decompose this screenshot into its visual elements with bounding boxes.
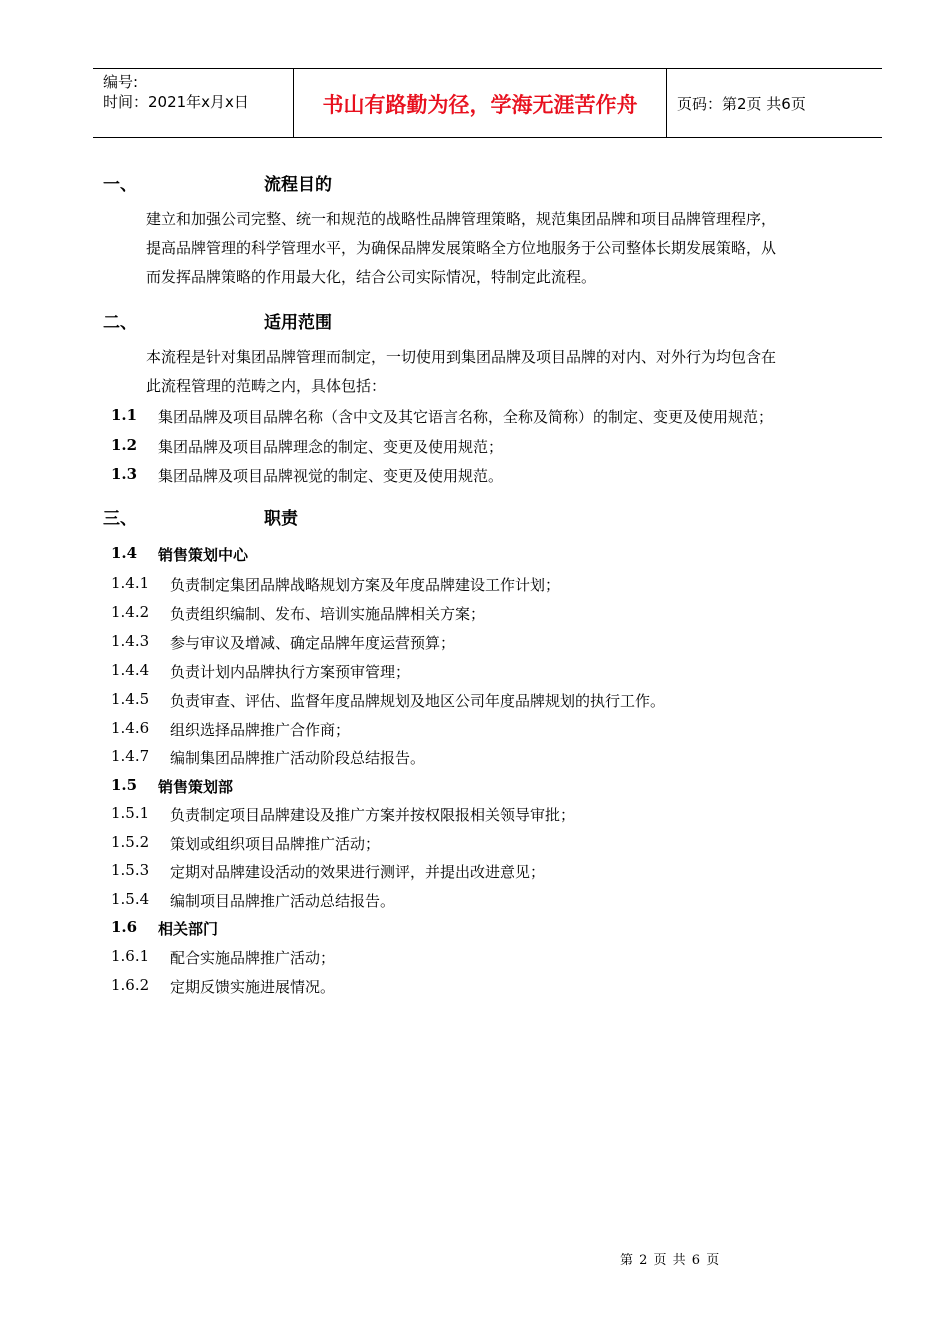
- group-title: 销售策划中心: [158, 546, 249, 564]
- list-item-text: 策划或组织项目品牌推广活动；: [170, 835, 381, 853]
- list-item-number: 1.2: [111, 436, 138, 454]
- list-item-text: 配合实施品牌推广活动；: [170, 949, 336, 967]
- header-motto-cell: [294, 69, 667, 137]
- list-item-number: 1.4.1: [111, 574, 150, 592]
- group-title: 销售策划部: [158, 778, 234, 796]
- doc-code-label: 编号:: [103, 73, 139, 91]
- list-item-number: 1.5.3: [111, 861, 150, 879]
- list-item-text: 集团品牌及项目品牌视觉的制定、变更及使用规范。: [158, 467, 504, 485]
- section-1-title: 流程目的: [264, 175, 332, 195]
- group-title: 相关部门: [158, 920, 219, 938]
- list-item-number: 1.5.1: [111, 804, 150, 822]
- list-item-text: 组织选择品牌推广合作商；: [170, 721, 351, 739]
- doc-time-label: 时间：2021年x月x日: [103, 93, 249, 111]
- list-item-number: 1.4.6: [111, 719, 150, 737]
- list-item-text: 参与审议及增减、确定品牌年度运营预算；: [170, 634, 456, 652]
- list-item-text: 负责审查、评估、监督年度品牌规划及地区公司年度品牌规划的执行工作。: [170, 692, 666, 710]
- list-item-text: 定期反馈实施进展情况。: [170, 978, 336, 996]
- list-item-text: 编制项目品牌推广活动总结报告。: [170, 892, 396, 910]
- list-item-number: 1.6.2: [111, 976, 150, 994]
- list-item-number: 1.4.4: [111, 661, 150, 679]
- list-item-number: 1.4.7: [111, 747, 150, 765]
- list-item-number: 1.4.5: [111, 690, 150, 708]
- document-header: [93, 68, 882, 138]
- list-item-number: 1.6.1: [111, 947, 150, 965]
- list-item-number: 1.5.2: [111, 833, 150, 851]
- list-item-number: 1.4.2: [111, 603, 150, 621]
- section-2-number: 二、: [103, 313, 137, 333]
- header-meta-cell: [93, 69, 294, 137]
- list-item-number: 1.4.3: [111, 632, 150, 650]
- list-item-text: 集团品牌及项目品牌理念的制定、变更及使用规范；: [158, 438, 504, 456]
- paragraph-line: 建立和加强公司完整、统一和规范的战略性品牌管理策略，规范集团品牌和项目品牌管理程序，: [146, 210, 777, 228]
- header-page-cell: [667, 69, 882, 137]
- list-item-text: 集团品牌及项目品牌名称（含中文及其它语言名称，全称及简称）的制定、变更及使用规范；: [158, 408, 774, 426]
- group-number: 1.5: [111, 776, 138, 794]
- list-item-number: 1.5.4: [111, 890, 150, 908]
- section-3-title: 职责: [264, 509, 298, 529]
- group-number: 1.6: [111, 918, 138, 936]
- list-item-text: 负责组织编制、发布、培训实施品牌相关方案；: [170, 605, 486, 623]
- section-1-number: 一、: [103, 175, 137, 195]
- list-item-text: 负责制定项目品牌建设及推广方案并按权限报相关领导审批；: [170, 806, 576, 824]
- list-item-text: 负责计划内品牌执行方案预审管理；: [170, 663, 411, 681]
- list-item-text: 编制集团品牌推广活动阶段总结报告。: [170, 749, 426, 767]
- paragraph-line: 而发挥品牌策略的作用最大化，结合公司实际情况，特制定此流程。: [146, 268, 597, 286]
- header-page-label: 页码：第2页 共6页: [677, 95, 806, 113]
- section-2-title: 适用范围: [264, 313, 332, 333]
- group-number: 1.4: [111, 544, 138, 562]
- section-3-number: 三、: [103, 509, 137, 529]
- list-item-text: 定期对品牌建设活动的效果进行测评，并提出改进意见；: [170, 863, 546, 881]
- header-motto: 书山有路勤为径，学海无涯苦作舟: [322, 93, 638, 117]
- paragraph-line: 此流程管理的范畴之内，具体包括：: [146, 377, 387, 395]
- list-item-text: 负责制定集团品牌战略规划方案及年度品牌建设工作计划；: [170, 576, 561, 594]
- page-footer: 第 2 页 共 6 页: [620, 1253, 721, 1268]
- list-item-number: 1.1: [111, 406, 138, 424]
- section-1-paragraph: [146, 205, 866, 292]
- section-2-paragraph: [146, 343, 866, 401]
- paragraph-line: 本流程是针对集团品牌管理而制定，一切使用到集团品牌及项目品牌的对内、对外行为均包含在: [146, 348, 777, 366]
- paragraph-line: 提高品牌管理的科学管理水平，为确保品牌发展策略全方位地服务于公司整体长期发展策略，从: [146, 239, 777, 257]
- list-item-number: 1.3: [111, 465, 138, 483]
